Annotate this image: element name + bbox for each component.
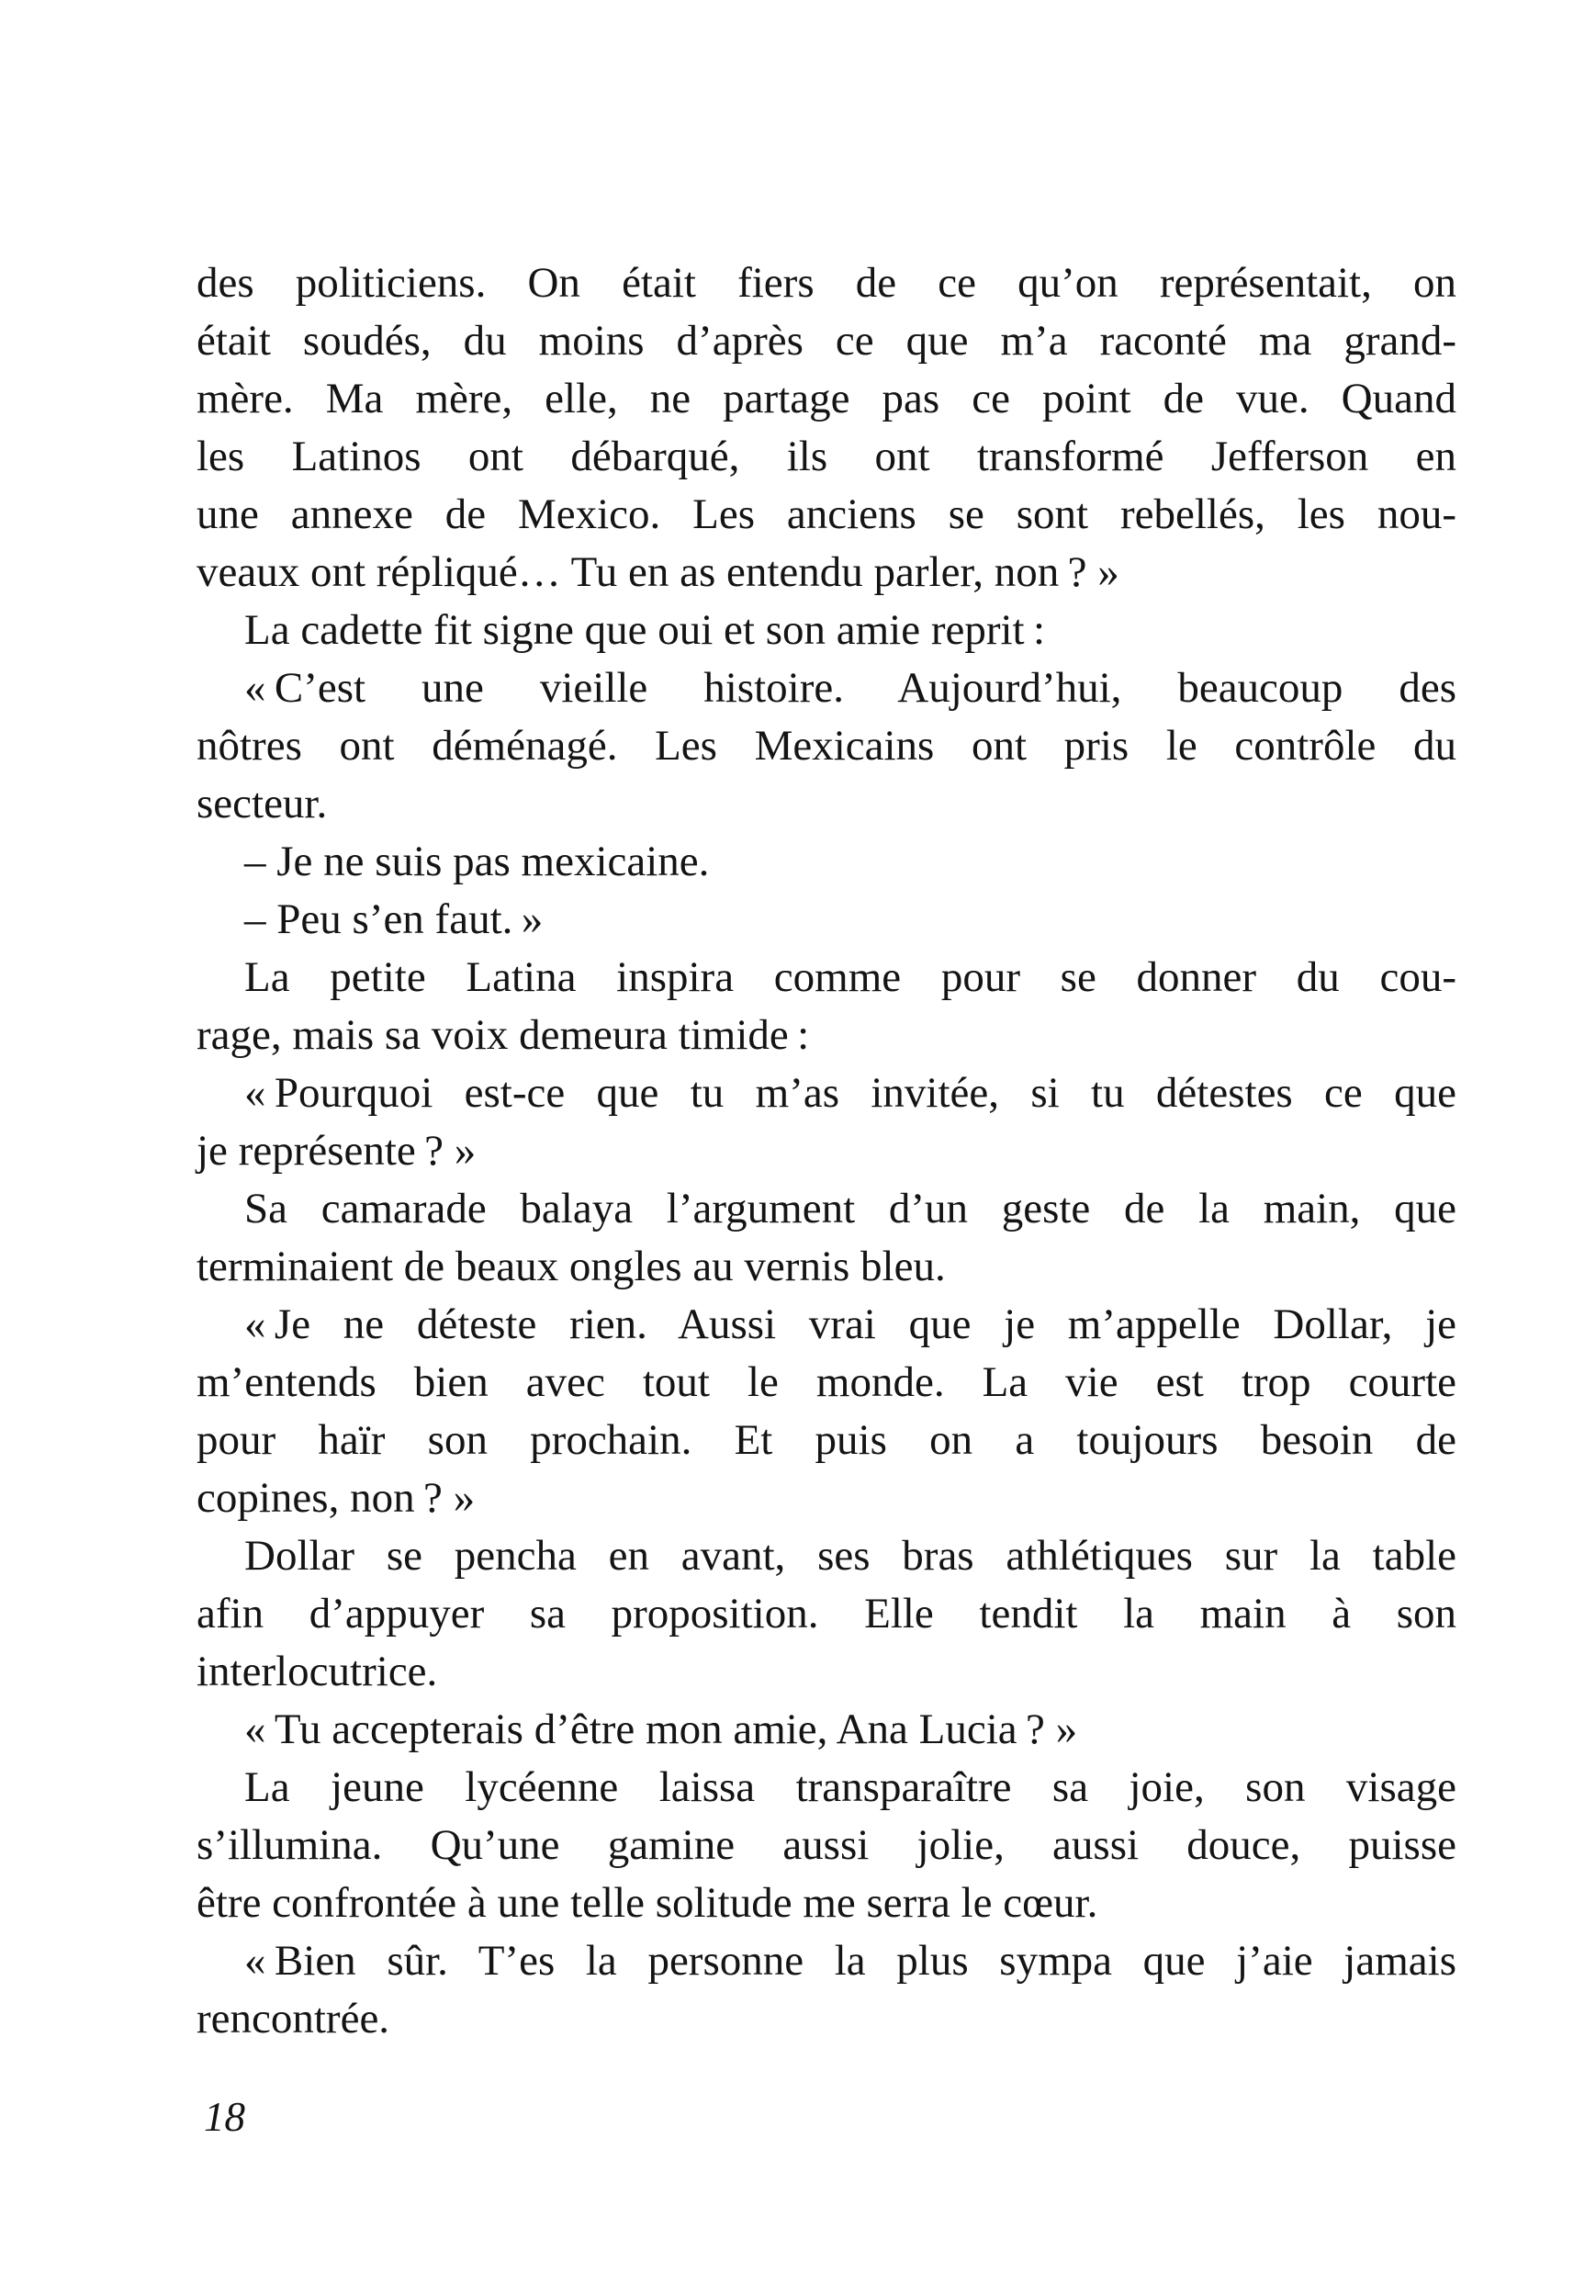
text-line: – Je ne suis pas mexicaine. [244,838,710,885]
text-line: « Je ne déteste rien. Aussi vrai que je m’appelle Dollar, je [244,1300,1456,1348]
paragraph [197,1932,1456,2048]
text-line: copines, non ? » [197,1474,476,1522]
page-number: 18 [204,2094,245,2140]
paragraph [197,1180,1456,1296]
text-line: être confrontée à une telle solitude me serra le cœur. [197,1879,1098,1927]
paragraph [197,1064,1456,1180]
text-line: interlocutrice. [197,1648,438,1695]
paragraph [197,891,1456,949]
text-line: « C’est une vieille histoire. Aujourd’hui, beaucoup des [244,664,1456,712]
paragraph [197,949,1456,1064]
paragraph [197,1701,1456,1759]
text-line: secteur. [197,780,328,827]
text-line: m’entends bien avec tout le monde. La vie est trop courte [197,1358,1456,1406]
text-line: rage, mais sa voix demeura timide : [197,1011,810,1059]
paragraph [197,659,1456,833]
paragraph [197,833,1456,891]
text-line: « Bien sûr. T’es la personne la plus sympa que j’aie jamais [244,1937,1456,1985]
paragraph [197,1296,1456,1527]
text-line: pour haïr son prochain. Et puis on a toujours besoin de [197,1416,1456,1464]
text-line: La cadette fit signe que oui et son amie reprit : [244,606,1046,654]
text-line: – Peu s’en faut. » [244,895,544,943]
text-line: « Tu accepterais d’être mon amie, Ana Lucia ? » [244,1705,1078,1753]
text-line: une annexe de Mexico. Les anciens se sont rebellés, les nou- [197,490,1456,538]
text-line: Dollar se pencha en avant, ses bras athlétiques sur la table [244,1532,1456,1580]
text-line: des politiciens. On était fiers de ce qu’on représentait, on [197,259,1456,307]
text-line: était soudés, du moins d’après ce que m’a raconté ma grand- [197,317,1456,365]
paragraph [197,1527,1456,1701]
text-body [197,254,1456,2048]
text-line: veaux ont répliqué… Tu en as entendu parler, non ? » [197,548,1119,596]
text-line: La petite Latina inspira comme pour se donner du cou- [244,953,1456,1001]
paragraph [197,1759,1456,1932]
text-line: nôtres ont déménagé. Les Mexicains ont pris le contrôle du [197,722,1456,770]
text-line: s’illumina. Qu’une gamine aussi jolie, aussi douce, puisse [197,1821,1456,1869]
text-line: Sa camarade balaya l’argument d’un geste de la main, que [244,1185,1456,1232]
text-line: rencontrée. [197,1995,390,2043]
text-line: « Pourquoi est-ce que tu m’as invitée, si tu détestes ce que [244,1069,1456,1117]
text-line: mère. Ma mère, elle, ne partage pas ce point de vue. Quand [197,375,1456,422]
text-line: La jeune lycéenne laissa transparaître sa joie, son visage [244,1763,1456,1811]
paragraph [197,602,1456,659]
paragraph [197,254,1456,602]
text-line: terminaient de beaux ongles au vernis bleu. [197,1243,946,1290]
text-line: je représente ? » [197,1127,477,1175]
text-line: afin d’appuyer sa proposition. Elle tendit la main à son [197,1590,1456,1638]
text-line: les Latinos ont débarqué, ils ont transformé Jefferson en [197,433,1456,480]
